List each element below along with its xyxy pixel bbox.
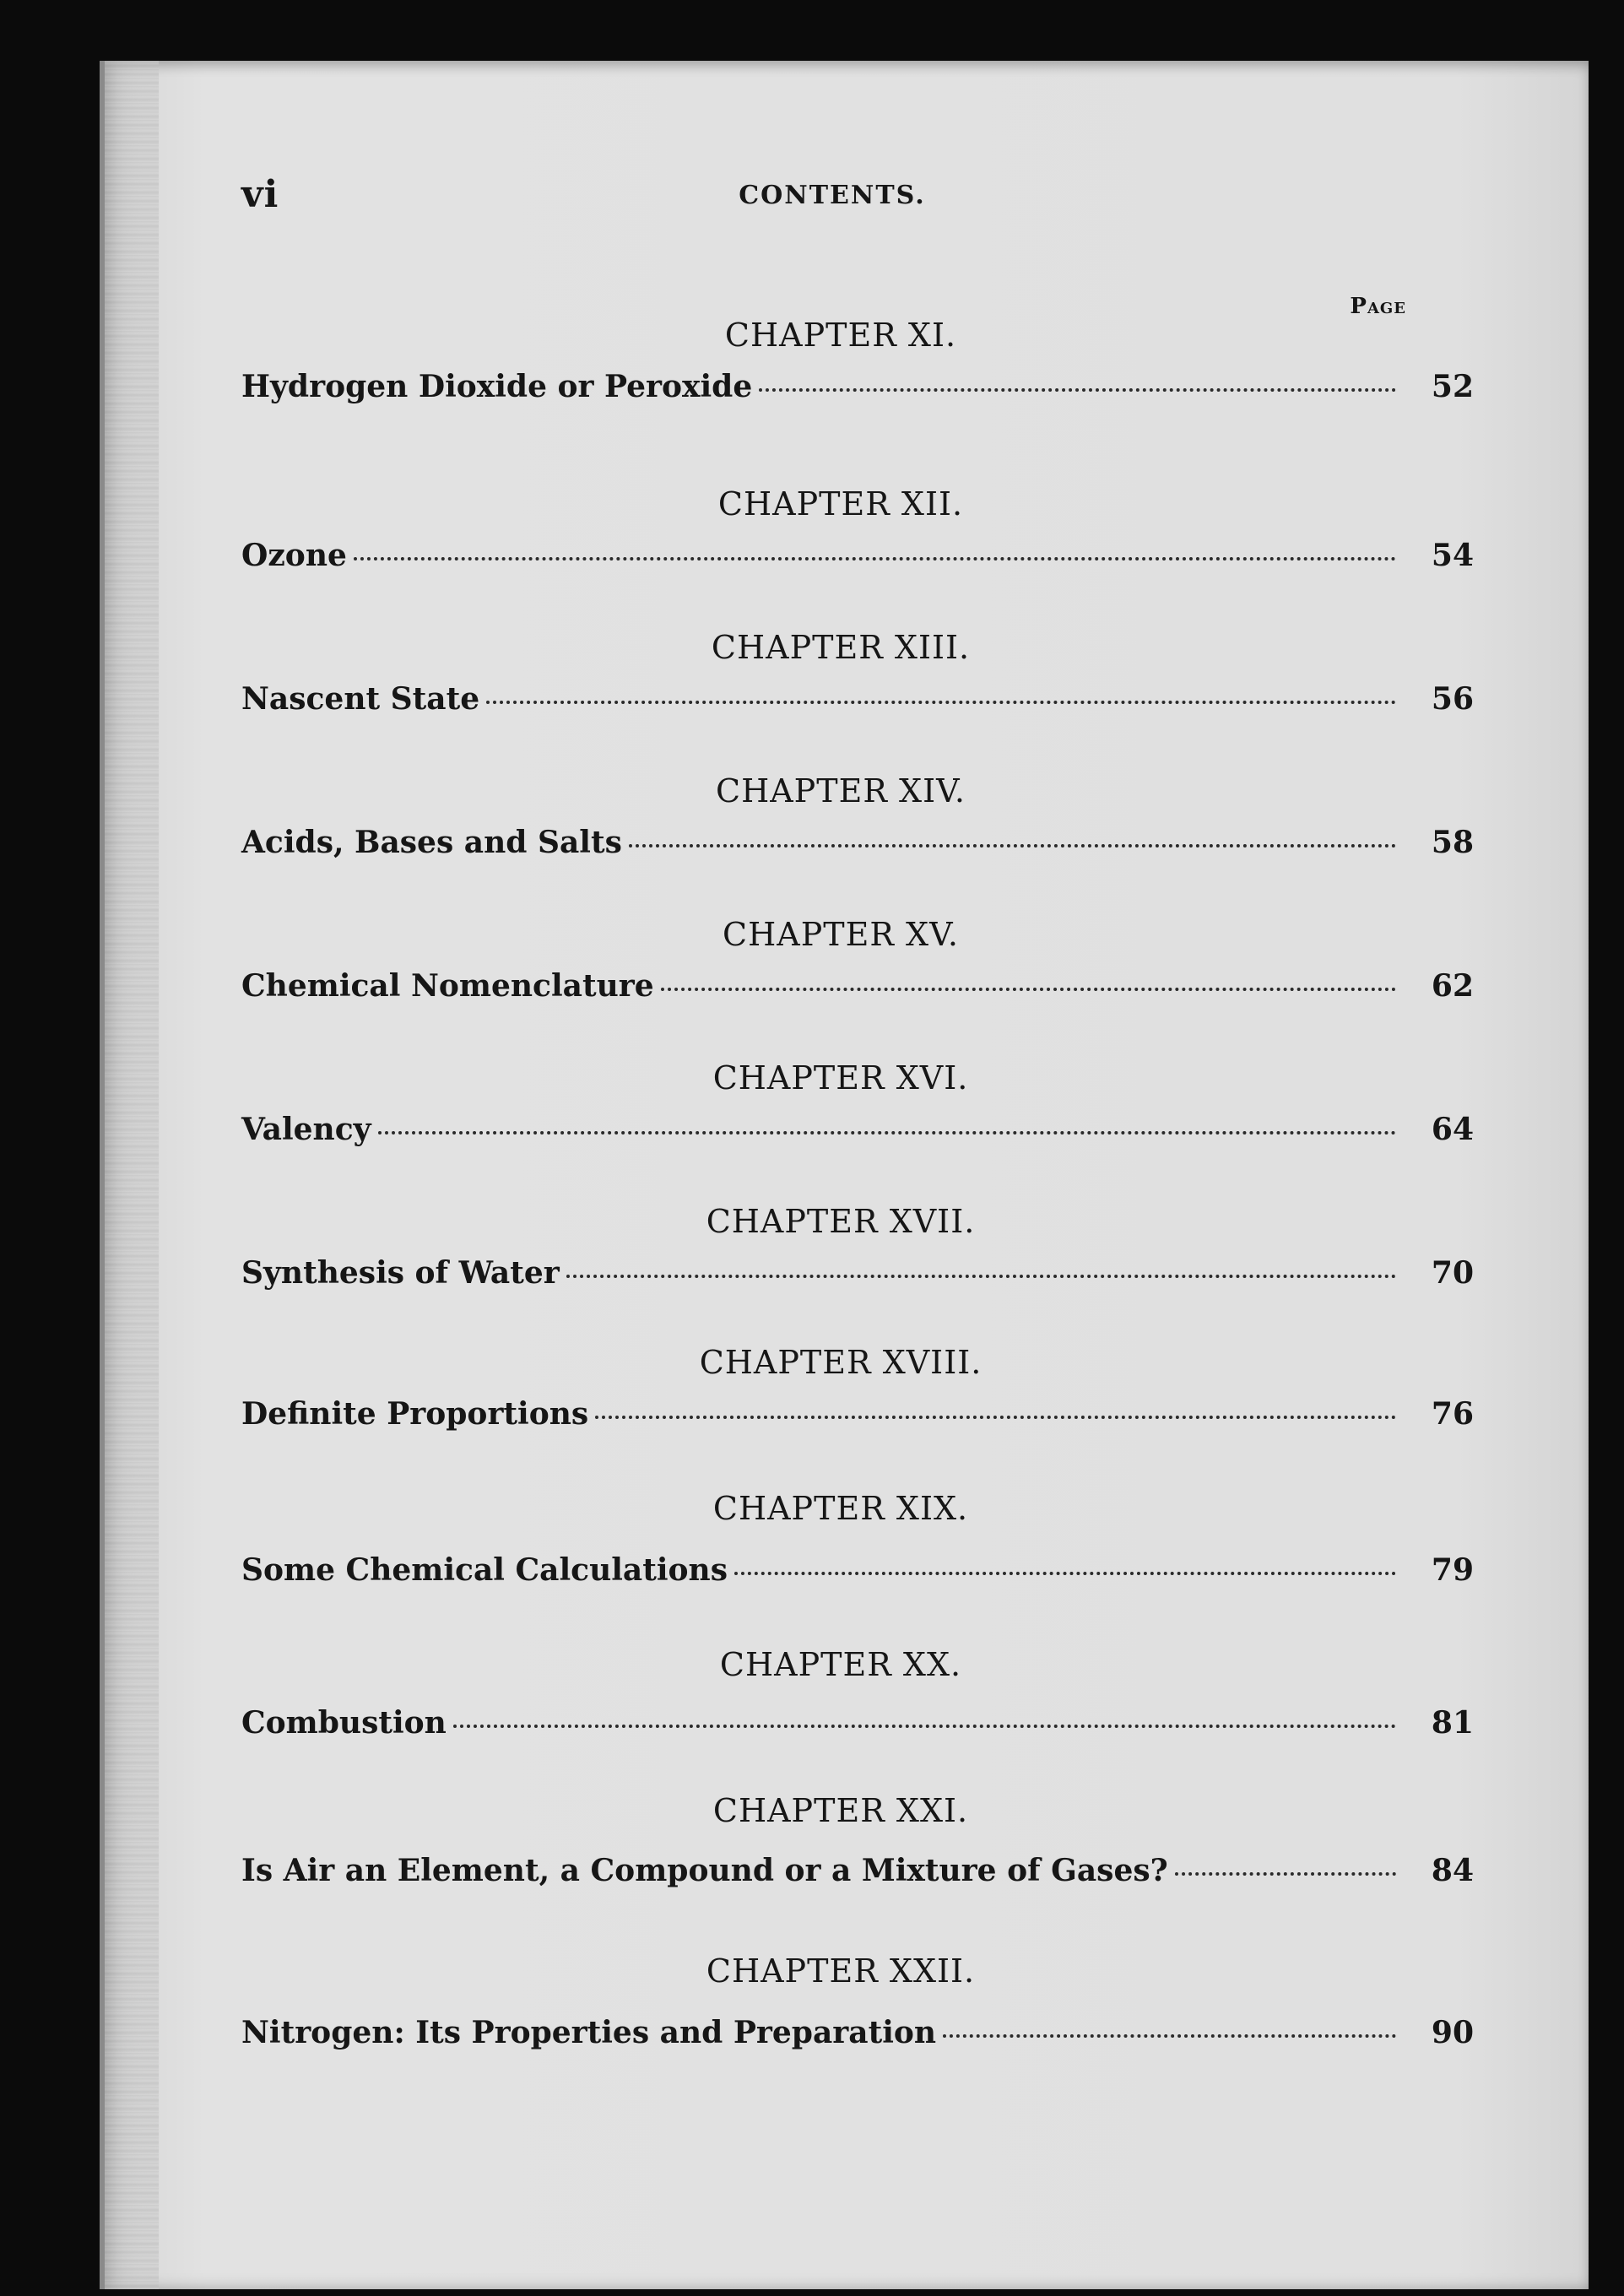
page-binding-edge [105, 61, 159, 2289]
toc-entry [241, 1853, 1474, 1895]
toc-chapter [241, 772, 1474, 874]
toc-chapter [241, 916, 1474, 1017]
toc-chapter [241, 1059, 1474, 1161]
entry-title: Combustion [241, 1705, 447, 1741]
entry-title: Definite Proportions [241, 1396, 589, 1432]
entry-title: Hydrogen Dioxide or Peroxide [241, 369, 753, 404]
entry-page-number: 54 [1431, 538, 1474, 573]
chapter-heading: CHAPTER XIII. [711, 629, 971, 666]
entry-title: Nitrogen: Its Properties and Preparation [241, 2015, 937, 2050]
chapter-heading: CHAPTER XI. [724, 317, 957, 354]
dot-leader [378, 1131, 1396, 1134]
entry-page-number: 90 [1431, 2015, 1474, 2050]
entry-title: Is Air an Element, a Compound or a Mixture of Gases? [241, 1853, 1168, 1888]
toc-chapter [241, 629, 1474, 730]
chapter-heading: CHAPTER XXI. [712, 1792, 969, 1829]
dot-leader [734, 1572, 1396, 1575]
entry-page-number: 79 [1431, 1552, 1474, 1588]
entry-title: Some Chemical Calculations [241, 1552, 728, 1588]
entry-title: Chemical Nomenclature [241, 968, 654, 1004]
toc-chapter [241, 1490, 1474, 1591]
toc-entry [241, 1552, 1474, 1595]
chapter-heading: CHAPTER XII. [717, 485, 964, 523]
entry-title: Ozone [241, 538, 347, 573]
chapter-heading: CHAPTER XXII. [706, 1952, 976, 1990]
entry-page-number: 81 [1431, 1705, 1474, 1741]
toc-chapter [241, 1203, 1474, 1304]
entry-title: Nascent State [241, 681, 480, 717]
toc-entry [241, 681, 1474, 723]
dot-leader [759, 388, 1396, 392]
running-header-title: CONTENTS. [739, 181, 926, 210]
chapter-heading: CHAPTER XV. [723, 916, 959, 953]
toc-chapter [241, 1792, 1474, 1893]
dot-leader [1175, 1872, 1396, 1876]
toc-entry [241, 2015, 1474, 2057]
entry-page-number: 70 [1431, 1255, 1474, 1291]
dot-leader [943, 2034, 1396, 2038]
entry-title: Valency [241, 1112, 371, 1147]
chapter-heading: CHAPTER XIV. [716, 772, 966, 810]
page-numeral: vi [241, 173, 279, 216]
toc-chapter [241, 1646, 1474, 1747]
toc-entry [241, 1396, 1474, 1438]
dot-leader [595, 1416, 1396, 1419]
toc-entry [241, 1112, 1474, 1154]
dot-leader [629, 844, 1396, 847]
entry-title: Synthesis of Water [241, 1255, 560, 1291]
entry-page-number: 58 [1431, 825, 1474, 860]
dot-leader [566, 1275, 1396, 1278]
entry-page-number: 56 [1431, 681, 1474, 717]
chapter-heading: CHAPTER XVIII. [699, 1344, 983, 1381]
toc-entry [241, 1255, 1474, 1297]
dot-leader [661, 988, 1396, 991]
dot-leader [486, 701, 1396, 704]
toc-entry [241, 968, 1474, 1010]
entry-page-number: 62 [1431, 968, 1474, 1004]
toc-entry [241, 825, 1474, 867]
entry-page-number: 64 [1431, 1112, 1474, 1147]
chapter-heading: CHAPTER XIX. [712, 1490, 969, 1527]
entry-page-number: 84 [1431, 1853, 1474, 1888]
dot-leader [354, 557, 1396, 560]
toc-chapter [241, 1344, 1474, 1445]
toc-entry [241, 1705, 1474, 1747]
page-column-label: Page [1350, 294, 1406, 319]
toc-entry [241, 538, 1474, 580]
chapter-heading: CHAPTER XX. [719, 1646, 962, 1683]
toc-chapter [241, 485, 1474, 587]
entry-page-number: 76 [1431, 1396, 1474, 1432]
toc-chapter [241, 1952, 1474, 2054]
toc-chapter [241, 317, 1474, 418]
chapter-heading: CHAPTER XVII. [706, 1203, 976, 1240]
dot-leader [453, 1725, 1396, 1728]
toc-entry [241, 369, 1474, 411]
entry-page-number: 52 [1431, 369, 1474, 404]
chapter-heading: CHAPTER XVI. [712, 1059, 969, 1097]
entry-title: Acids, Bases and Salts [241, 825, 622, 860]
